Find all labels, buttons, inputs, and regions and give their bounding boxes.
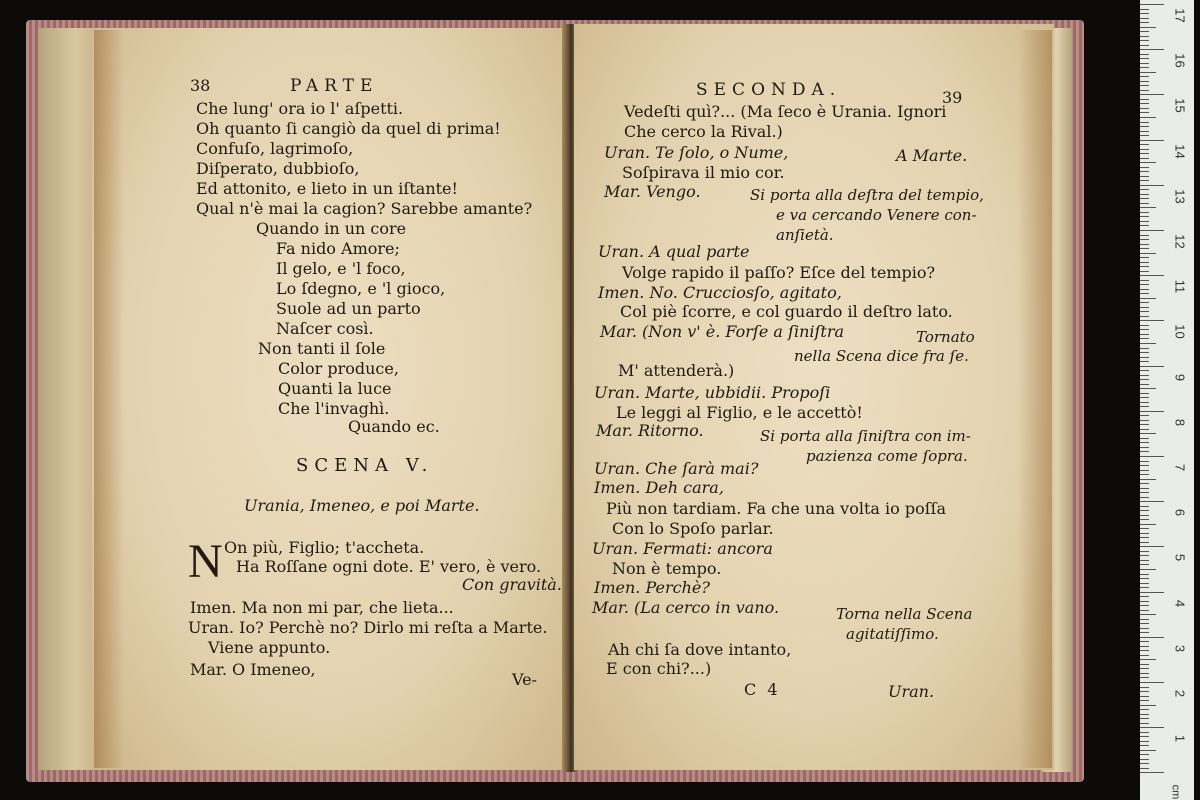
right-line: Uran. Fermati: ancora (592, 539, 773, 558)
ruler-tick (1140, 533, 1149, 534)
ruler-tick (1140, 406, 1149, 407)
left-line: Quando ec. (348, 417, 440, 436)
ruler-tick (1140, 370, 1149, 371)
ruler-tick (1140, 248, 1149, 249)
ruler-tick (1140, 592, 1164, 593)
right-line: Uran. Che ſarà mai? (594, 459, 759, 478)
ruler-tick (1140, 352, 1149, 353)
ruler-number: 6 (1172, 509, 1188, 517)
scene-title: SCENA V. (296, 455, 434, 476)
ruler-tick (1140, 207, 1156, 208)
ruler-tick (1140, 664, 1149, 665)
ruler-tick (1140, 54, 1149, 55)
measuring-ruler (1140, 0, 1194, 800)
ruler-tick (1140, 515, 1149, 516)
ruler-tick (1140, 325, 1149, 326)
scene-characters: Urania, Imeneo, e poi Marte. (244, 496, 480, 515)
ruler-tick (1140, 451, 1149, 452)
left-dialogue: Uran. Io? Perchè no? Dirlo mi reſta a Marte. (188, 618, 548, 637)
ruler-tick (1140, 442, 1149, 443)
ruler-tick (1140, 741, 1149, 742)
left-line: Qual n'è mai la cagion? Sarebbe amante? (196, 199, 533, 218)
ruler-number: 12 (1172, 234, 1188, 249)
ruler-tick (1140, 610, 1149, 611)
ruler-number: 11 (1172, 279, 1188, 294)
ruler-number: 13 (1172, 189, 1188, 204)
signature-mark: C 4 (744, 680, 781, 699)
ruler-tick (1140, 456, 1164, 457)
ruler-tick (1140, 560, 1149, 561)
ruler-tick (1140, 483, 1149, 484)
ruler-tick (1140, 723, 1149, 724)
ruler-number: 8 (1172, 418, 1188, 426)
ruler-tick (1140, 99, 1149, 100)
ruler-tick (1140, 126, 1149, 127)
ruler-tick (1140, 298, 1156, 299)
ruler-tick (1140, 135, 1149, 136)
left-line: Lo ſdegno, e 'l gioco, (276, 279, 446, 298)
ruler-tick (1140, 103, 1149, 104)
left-line: Oh quanto ſi cangiò da quel di prima! (196, 119, 501, 138)
right-line: Ah chi ſa dove intanto, (608, 640, 792, 659)
ruler-tick (1140, 45, 1149, 46)
ruler-tick (1140, 673, 1149, 674)
ruler-tick (1140, 519, 1149, 520)
ruler-tick (1140, 542, 1149, 543)
ruler-number: 10 (1172, 324, 1188, 340)
ruler-tick (1140, 244, 1149, 245)
left-dialogue: Viene appunto. (208, 638, 331, 657)
ruler-tick (1140, 479, 1156, 480)
ruler-tick (1140, 13, 1149, 14)
ruler-tick (1140, 311, 1149, 312)
ruler-tick (1140, 465, 1149, 466)
left-dialogue: On più, Figlio; t'accheta. (224, 538, 425, 557)
ruler-tick (1140, 605, 1149, 606)
ruler-tick (1140, 176, 1149, 177)
ruler-tick (1140, 284, 1149, 285)
ruler-tick (1140, 447, 1149, 448)
ruler-tick (1140, 203, 1149, 204)
ruler-tick (1140, 682, 1164, 683)
stage-direction: Con gravità. (462, 575, 562, 594)
ruler-tick (1140, 162, 1156, 163)
ruler-tick (1140, 646, 1149, 647)
ruler-unit-label: cm (1169, 784, 1182, 800)
ruler-tick (1140, 63, 1149, 64)
ruler-tick (1140, 158, 1149, 159)
ruler-tick (1140, 601, 1149, 602)
ruler-tick (1140, 338, 1149, 339)
ruler-tick (1140, 153, 1149, 154)
ruler-tick (1140, 619, 1149, 620)
left-page-number: 38 (190, 76, 211, 95)
right-line: E con chi?...) (606, 659, 712, 678)
ruler-tick (1140, 420, 1149, 421)
ruler-tick (1140, 506, 1149, 507)
stage-direction: A Marte. (896, 146, 968, 165)
ruler-tick (1140, 474, 1149, 475)
ruler-tick (1140, 316, 1149, 317)
right-page-number: 39 (942, 88, 963, 107)
ruler-tick (1140, 677, 1149, 678)
right-line: Uran. Te ſolo, o Nume, (604, 143, 789, 162)
left-line: Suole ad un parto (276, 299, 421, 318)
ruler-tick (1140, 528, 1149, 529)
drop-cap: N (188, 535, 223, 588)
right-line: Mar. (Non v' è. Forſe a ſiniſtra (600, 322, 845, 341)
right-line: Non è tempo. (612, 559, 722, 578)
ruler-tick (1140, 289, 1149, 290)
ruler-number: 7 (1172, 463, 1188, 472)
ruler-tick (1140, 583, 1149, 584)
right-line: Mar. Vengo. (604, 182, 701, 201)
stage-direction: pazienza come ſopra. (806, 447, 968, 465)
ruler-tick (1140, 510, 1149, 511)
ruler-tick (1140, 388, 1156, 389)
stage-direction: anſietà. (776, 226, 834, 244)
ruler-tick (1140, 271, 1149, 272)
ruler-tick (1140, 768, 1149, 769)
ruler-tick (1140, 691, 1149, 692)
ruler-tick (1140, 253, 1156, 254)
ruler-number: 5 (1172, 554, 1188, 562)
ruler-tick (1140, 180, 1149, 181)
ruler-tick (1140, 759, 1149, 760)
ruler-tick (1140, 696, 1149, 697)
ruler-tick (1140, 641, 1149, 642)
ruler-tick (1140, 763, 1149, 764)
ruler-tick (1140, 424, 1149, 425)
ruler-number: 14 (1172, 143, 1188, 159)
right-line: Uran. A qual parte (598, 242, 750, 261)
ruler-tick (1140, 257, 1149, 258)
ruler-tick (1140, 149, 1149, 150)
ruler-tick (1140, 361, 1149, 362)
ruler-tick (1140, 415, 1149, 416)
right-line: M' attenderà.) (618, 361, 735, 380)
right-line: Soſpirava il mio cor. (622, 163, 785, 182)
ruler-tick (1140, 551, 1149, 552)
right-line: Con lo Spoſo parlar. (612, 519, 774, 538)
ruler-tick (1140, 393, 1149, 394)
ruler-tick (1140, 76, 1149, 77)
ruler-tick (1140, 659, 1156, 660)
ruler-tick (1140, 36, 1149, 37)
ruler-tick (1140, 366, 1164, 367)
right-line: Volge rapido il paſſo? Eſce del tempio? (622, 263, 936, 282)
ruler-tick (1140, 280, 1149, 281)
ruler-tick (1140, 343, 1156, 344)
right-line: Più non tardiam. Fa che una volta io poſſa (606, 499, 947, 518)
ruler-tick (1140, 637, 1164, 638)
ruler-tick (1140, 131, 1149, 132)
ruler-tick (1140, 754, 1149, 755)
ruler-tick (1140, 94, 1164, 95)
ruler-tick (1140, 772, 1164, 773)
left-line: Ed attonito, e lieto in un iſtante! (196, 179, 458, 198)
ruler-tick (1140, 402, 1149, 403)
left-line: Fa nido Amore; (276, 239, 400, 258)
ruler-tick (1140, 4, 1164, 5)
ruler-tick (1140, 574, 1149, 575)
ruler-tick (1140, 189, 1149, 190)
ruler-tick (1140, 687, 1149, 688)
ruler-tick (1140, 72, 1156, 73)
right-line: Imen. Deh cara, (594, 478, 724, 497)
ruler-tick (1140, 67, 1149, 68)
ruler-number: 1 (1172, 735, 1188, 743)
left-line: Non tanti il ſole (258, 339, 386, 358)
left-running-head: PARTE (290, 76, 379, 96)
ruler-tick (1140, 596, 1149, 597)
ruler-tick (1140, 198, 1149, 199)
ruler-tick (1140, 357, 1149, 358)
ruler-tick (1140, 144, 1149, 145)
right-line: Mar. Ritorno. (596, 421, 704, 440)
ruler-number: 16 (1172, 53, 1188, 68)
ruler-number: 9 (1172, 373, 1188, 381)
ruler-tick (1140, 587, 1149, 588)
right-running-head: SECONDA. (696, 80, 842, 100)
right-line: Imen. No. Crucciosſo, agitato, (598, 283, 842, 302)
ruler-tick (1140, 488, 1149, 489)
right-line: Uran. Marte, ubbidii. Propoſi (594, 383, 831, 402)
right-line: Le leggi al Figlio, e le accettò! (616, 403, 863, 422)
left-dialogue: Ha Roſſane ogni dote. E' vero, è vero. (236, 557, 542, 576)
ruler-tick (1140, 461, 1149, 462)
ruler-tick (1140, 122, 1149, 123)
ruler-tick (1140, 750, 1156, 751)
ruler-number: 17 (1172, 8, 1188, 23)
ruler-tick (1140, 714, 1149, 715)
ruler-tick (1140, 185, 1164, 186)
left-line: Diſperato, dubbioſo, (196, 159, 360, 178)
ruler-tick (1140, 537, 1149, 538)
ruler-number: 2 (1172, 689, 1188, 698)
ruler-tick (1140, 9, 1149, 10)
ruler-tick (1140, 302, 1149, 303)
left-page-edges (38, 28, 100, 770)
left-line: Il gelo, e 'l foco, (276, 259, 406, 278)
ruler-tick (1140, 438, 1149, 439)
ruler-tick (1140, 623, 1149, 624)
ruler-tick (1140, 546, 1164, 547)
ruler-tick (1140, 171, 1149, 172)
right-line: Col piè ſcorre, e col guardo il deſtro lato. (620, 302, 953, 321)
ruler-tick (1140, 470, 1149, 471)
ruler-tick (1140, 732, 1149, 733)
stage-direction: agitatiſſimo. (846, 625, 939, 643)
ruler-tick (1140, 614, 1156, 615)
left-line: Color produce, (278, 359, 399, 378)
ruler-tick (1140, 736, 1149, 737)
ruler-tick (1140, 492, 1149, 493)
ruler-tick (1140, 22, 1149, 23)
left-dialogue: Mar. O Imeneo, (190, 660, 316, 679)
ruler-tick (1140, 320, 1164, 321)
ruler-tick (1140, 40, 1149, 41)
ruler-tick (1140, 307, 1149, 308)
ruler-tick (1140, 293, 1149, 294)
ruler-tick (1140, 569, 1156, 570)
ruler-tick (1140, 379, 1149, 380)
stage-direction: Tornato (916, 328, 975, 346)
ruler-tick (1140, 650, 1149, 651)
ruler-tick (1140, 384, 1149, 385)
right-line: Vedeſti quì?... (Ma ſeco è Urania. Ignori (624, 102, 947, 121)
ruler-tick (1140, 31, 1149, 32)
ruler-tick (1140, 433, 1156, 434)
ruler-tick (1140, 628, 1149, 629)
stage-direction: Si porta alla ſiniſtra con im- (760, 427, 971, 445)
stage-direction: Si porta alla deſtra del tempio, (750, 186, 984, 204)
ruler-tick (1140, 235, 1149, 236)
ruler-tick (1140, 718, 1149, 719)
left-line: Quanti la luce (278, 379, 392, 398)
ruler-tick (1140, 239, 1149, 240)
ruler-tick (1140, 194, 1149, 195)
left-dialogue: Imen. Ma non mi par, che lieta... (190, 598, 454, 617)
right-line: Imen. Perchè? (594, 578, 710, 597)
ruler-tick (1140, 727, 1164, 728)
ruler-tick (1140, 262, 1149, 263)
left-margin-stain (94, 30, 124, 768)
ruler-tick (1140, 275, 1164, 276)
ruler-tick (1140, 112, 1149, 113)
ruler-tick (1140, 108, 1149, 109)
ruler-tick (1140, 212, 1149, 213)
ruler-number: 4 (1172, 599, 1188, 607)
ruler-tick (1140, 524, 1156, 525)
right-line: Mar. (La cerco in vano. (592, 598, 780, 617)
left-line: Quando in un core (256, 219, 407, 238)
ruler-tick (1140, 745, 1149, 746)
right-line: Che cerco la Rival.) (624, 122, 783, 141)
ruler-tick (1140, 348, 1149, 349)
ruler-number: 3 (1172, 644, 1188, 652)
ruler-tick (1140, 140, 1164, 141)
ruler-tick (1140, 668, 1149, 669)
ruler-tick (1140, 411, 1164, 412)
ruler-tick (1140, 429, 1149, 430)
ruler-tick (1140, 397, 1149, 398)
ruler-tick (1140, 709, 1149, 710)
catchword: Ve- (512, 670, 537, 689)
stage-direction: Torna nella Scena (836, 605, 973, 623)
ruler-tick (1140, 58, 1149, 59)
ruler-tick (1140, 18, 1149, 19)
ruler-tick (1140, 334, 1149, 335)
ruler-tick (1140, 705, 1156, 706)
right-margin-stain (1018, 30, 1052, 768)
ruler-tick (1140, 564, 1149, 565)
ruler-tick (1140, 655, 1149, 656)
ruler-tick (1140, 632, 1149, 633)
ruler-number: 15 (1172, 98, 1188, 114)
ruler-tick (1140, 501, 1164, 502)
left-line: Che l'invaghì. (278, 399, 390, 418)
ruler-tick (1140, 81, 1149, 82)
ruler-tick (1140, 578, 1149, 579)
ruler-tick (1140, 85, 1149, 86)
ruler-tick (1140, 117, 1156, 118)
ruler-tick (1140, 216, 1149, 217)
left-line: Confuſo, lagrimoſo, (196, 139, 354, 158)
ruler-tick (1140, 27, 1156, 28)
ruler-tick (1140, 230, 1164, 231)
ruler-tick (1140, 90, 1149, 91)
left-line: Che lung' ora io l' aſpetti. (196, 99, 404, 118)
ruler-tick (1140, 375, 1149, 376)
ruler-tick (1140, 49, 1164, 50)
ruler-tick (1140, 266, 1149, 267)
catchword: Uran. (888, 682, 935, 701)
ruler-tick (1140, 700, 1149, 701)
stage-direction: nella Scena dice fra ſe. (794, 347, 969, 365)
ruler-tick (1140, 555, 1149, 556)
ruler-tick (1140, 497, 1149, 498)
ruler-tick (1140, 221, 1149, 222)
ruler-tick (1140, 329, 1149, 330)
ruler-tick (1140, 167, 1149, 168)
left-line: Naſcer così. (276, 319, 374, 338)
ruler-tick (1140, 225, 1149, 226)
stage-direction: e va cercando Venere con- (776, 206, 977, 224)
